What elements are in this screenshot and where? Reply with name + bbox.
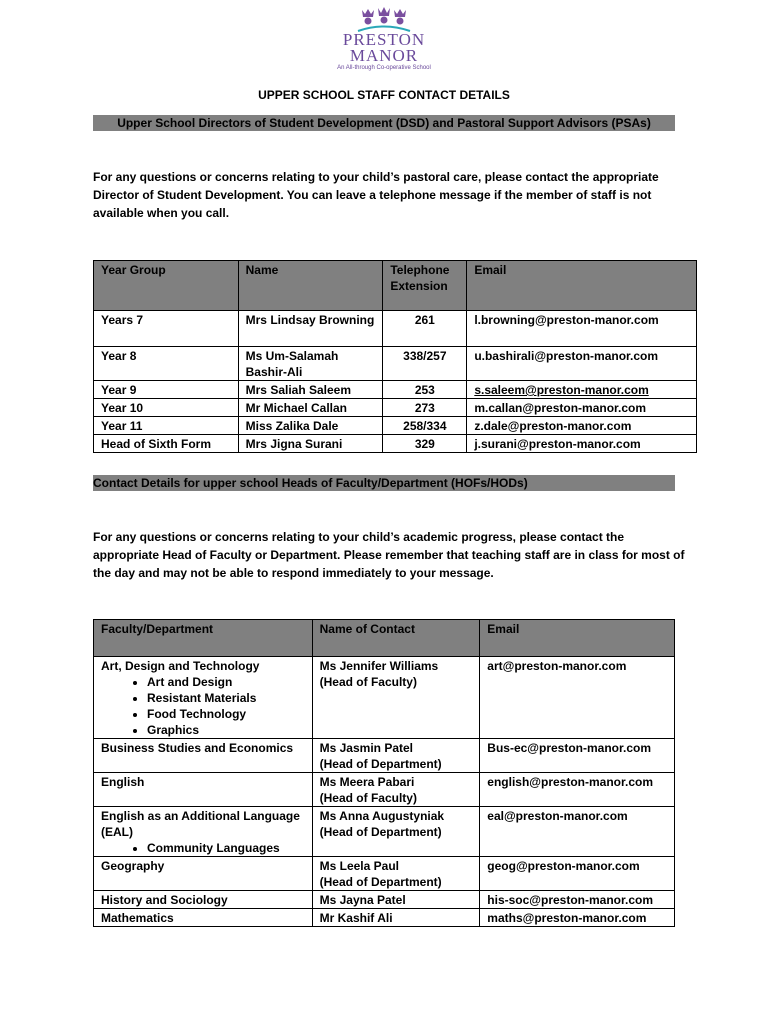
page-title: UPPER SCHOOL STAFF CONTACT DETAILS xyxy=(258,88,510,102)
staff-name: Mr Michael Callan xyxy=(238,399,383,417)
table-row xyxy=(94,417,697,435)
header-name: Name xyxy=(238,261,383,311)
table-row xyxy=(94,891,675,909)
extension: 329 xyxy=(383,435,467,453)
list-item: • Community Languages xyxy=(147,840,305,856)
contact-name: Ms Jayna Patel xyxy=(312,891,480,909)
section2-heading: Contact Details for upper school Heads of Faculty/Department (HOFs/HODs) xyxy=(93,475,675,491)
contact-name: Ms Meera Pabari xyxy=(319,775,415,789)
email-address[interactable]: english@preston-manor.com xyxy=(480,773,675,807)
logo-line2: MANOR xyxy=(349,46,419,65)
staff-name: Mrs Saliah Saleem xyxy=(238,381,383,399)
contact-role: (Head of Department) xyxy=(319,875,442,889)
department-name: Mathematics xyxy=(94,909,313,927)
contact-role: (Head of Faculty) xyxy=(319,675,417,689)
year-group: Head of Sixth Form xyxy=(94,435,239,453)
year-group: Year 8 xyxy=(94,347,239,381)
logo-line1: PRESTON xyxy=(342,30,426,49)
email-address[interactable]: z.dale@preston-manor.com xyxy=(467,417,697,435)
table-row xyxy=(94,857,675,891)
table-row xyxy=(94,739,675,773)
contact-role: (Head of Department) xyxy=(319,825,442,839)
email-address[interactable]: maths@preston-manor.com xyxy=(480,909,675,927)
contact-cell xyxy=(312,739,480,773)
contact-cell xyxy=(312,773,480,807)
contact-name: Mr Kashif Ali xyxy=(312,909,480,927)
dsd-contact-table xyxy=(93,260,697,453)
extension: 261 xyxy=(383,311,467,347)
email-address[interactable]: eal@preston-manor.com xyxy=(480,807,675,857)
table-row xyxy=(94,399,697,417)
email-address[interactable]: u.bashirali@preston-manor.com xyxy=(467,347,697,381)
subject-list xyxy=(101,674,305,738)
table-row xyxy=(94,381,697,399)
staff-name: Mrs Lindsay Browning xyxy=(238,311,383,347)
header-year-group: Year Group xyxy=(94,261,239,311)
year-group: Years 7 xyxy=(94,311,239,347)
email-address[interactable]: Bus-ec@preston-manor.com xyxy=(480,739,675,773)
contact-name: Ms Leela Paul xyxy=(319,859,399,873)
staff-name: Miss Zalika Dale xyxy=(238,417,383,435)
header-email: Email xyxy=(480,620,675,657)
list-item: • Art and Design xyxy=(147,674,305,690)
email-address[interactable]: art@preston-manor.com xyxy=(480,657,675,739)
email-link[interactable]: s.saleem@preston-manor.com xyxy=(467,381,697,399)
table-header-row xyxy=(94,620,675,657)
email-address[interactable]: l.browning@preston-manor.com xyxy=(467,311,697,347)
contact-cell xyxy=(312,807,480,857)
header-telephone-extension: Telephone Extension xyxy=(383,261,467,311)
contact-role: (Head of Department) xyxy=(319,757,442,771)
email-address[interactable]: m.callan@preston-manor.com xyxy=(467,399,697,417)
table-row xyxy=(94,435,697,453)
contact-name: Ms Jennifer Williams xyxy=(319,659,439,673)
department-cell xyxy=(94,657,313,739)
department-name: English as an Additional Language (EAL) xyxy=(101,809,300,839)
table-row xyxy=(94,773,675,807)
email-address[interactable]: j.surani@preston-manor.com xyxy=(467,435,697,453)
header-email: Email xyxy=(467,261,697,311)
list-item: • Resistant Materials xyxy=(147,690,305,706)
header-faculty-department: Faculty/Department xyxy=(94,620,313,657)
extension: 253 xyxy=(383,381,467,399)
extension: 338/257 xyxy=(383,347,467,381)
header-name-of-contact: Name of Contact xyxy=(312,620,480,657)
table-row xyxy=(94,311,697,347)
department-name: Business Studies and Economics xyxy=(94,739,313,773)
year-group: Year 10 xyxy=(94,399,239,417)
list-item: • Graphics xyxy=(147,722,305,738)
department-name: Art, Design and Technology xyxy=(101,659,260,673)
table-row xyxy=(94,657,675,739)
subject-list xyxy=(101,840,305,856)
hof-contact-table xyxy=(93,619,675,927)
year-group: Year 9 xyxy=(94,381,239,399)
year-group: Year 11 xyxy=(94,417,239,435)
department-name: English xyxy=(94,773,313,807)
section1-heading: Upper School Directors of Student Development (DSD) and Pastoral Support Advisors (PSAs) xyxy=(93,115,675,131)
department-name: Geography xyxy=(94,857,313,891)
section1-intro: For any questions or concerns relating to your child’s pastoral care, please contact the appropriate Director of Student Development. You can leave a telephone message if the member of staff is not available when you call. xyxy=(93,170,659,220)
crowned-figures-icon xyxy=(356,6,412,32)
contact-name: Ms Jasmin Patel xyxy=(319,741,413,755)
extension: 258/334 xyxy=(383,417,467,435)
table-row xyxy=(94,909,675,927)
table-row xyxy=(94,347,697,381)
email-address[interactable]: his-soc@preston-manor.com xyxy=(480,891,675,909)
department-name: History and Sociology xyxy=(94,891,313,909)
staff-name: Mrs Jigna Surani xyxy=(238,435,383,453)
extension: 273 xyxy=(383,399,467,417)
table-row xyxy=(94,807,675,857)
email-address[interactable]: geog@preston-manor.com xyxy=(480,857,675,891)
logo-tagline: An All-through Co-operative School xyxy=(337,65,431,71)
list-item: • Food Technology xyxy=(147,706,305,722)
table-header-row xyxy=(94,261,697,311)
contact-role: (Head of Faculty) xyxy=(319,791,417,805)
staff-name: Ms Um-Salamah Bashir-Ali xyxy=(238,347,383,381)
contact-cell xyxy=(312,657,480,739)
contact-cell xyxy=(312,857,480,891)
school-logo xyxy=(318,6,450,90)
contact-name: Ms Anna Augustyniak xyxy=(319,809,445,823)
section2-intro: For any questions or concerns relating to your child’s academic progress, please contact the appropriate Head of Faculty or Department. Please remember that teaching staff are in class for most of the day and may not be able to respond immediately to your message. xyxy=(93,530,685,580)
department-cell xyxy=(94,807,313,857)
